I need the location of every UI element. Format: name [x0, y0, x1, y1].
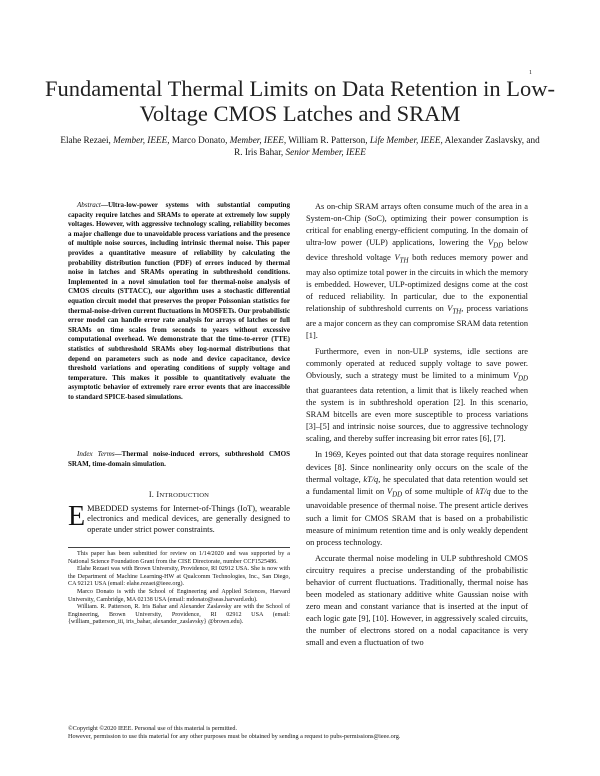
author-list: Elahe Rezaei, Member, IEEE, Marco Donato, Member, IEEE, William R. Patterson, Life Member, IEEE, Alexander Zaslavsky, and R. Iris Bahar, Senior Member, IEEE	[60, 135, 540, 157]
right-column	[306, 201, 528, 650]
abstract-lead: Abstract	[77, 201, 101, 209]
footnotes	[68, 551, 290, 627]
drop-cap: E	[68, 501, 86, 532]
footnote: Elahe Rezaei was with Brown University, Providence, RI 02912 USA. She is now with the Department of Machine Learning-HW at Qualcomm Technologies, Inc., San Diego, CA 92121 USA (email: elahe.rezaei@ieee.org).	[68, 566, 290, 588]
introduction-text: MBEDDED systems for Internet-of-Things (IoT), wearable electronics and medical devices, are generally designed to operate under strict power constraints.	[87, 504, 290, 534]
footnote: William. R. Patterson, R. Iris Bahar and Alexander Zaslavsky are with the School of Engineering, Brown University, Providence, RI 02912 USA (email: {william_patterson_iii, iris_bahar, alexander_zaslavsky} @brown.edu).	[68, 604, 290, 626]
paper-title: Fundamental Thermal Limits on Data Retention in Low-Voltage CMOS Latches and SRAM	[44, 76, 556, 126]
index-terms	[68, 450, 290, 469]
body-paragraph: As on-chip SRAM arrays often consume much of the area in a System-on-Chip (SoC), optimizing their power consumption is critical for enabling energy-efficient computing. In the domain of ultra-low power (ULP) applications, lowering the $V_{DD}$ below device threshold voltage $V_{TH}$ both reduces memory power and may also optimize total power in the circuits in which the memory is embedded. However, ULP-optimized designs come at the cost of reduced reliability. In particular, due to the exponential relationship of subthreshold currents on $V_{TH}$, process variations are a major concern as they can compromise SRAM data retention [1].	[306, 202, 528, 340]
index-terms-lead: Index Terms	[77, 450, 115, 458]
body-paragraph: Furthermore, even in non-ULP systems, idle sections are commonly operated at reduced supply voltage to save power. Obviously, such a strategy must be limited to a minimum $V_{DD}$ that guarantees data retention, a limit that is likely reached when the system is in subthreshold operation [2]. In this scenario, SRAM bitcells are even more susceptible to process variations [3]–[5] and intrinsic noise sources, due to aggressive technology scaling, and thereby suffer increasing bit error rates [6], [7].	[306, 347, 528, 444]
page-number: 1	[529, 70, 532, 76]
copyright-line: ©Copyright ©2020 IEEE. Personal use of this material is permitted.	[68, 725, 238, 732]
index-terms-text: —Thermal noise-induced errors, subthreshold CMOS SRAM, time-domain simulation.	[68, 450, 290, 468]
permission-line: However, permission to use this material for any other purposes must be obtained by sending a request to pubs-permissions@ieee.org.	[68, 732, 401, 740]
section-heading-introduction: I. INTRODUCTION	[148, 490, 210, 499]
abstract	[68, 201, 290, 402]
footnote: This paper has been submitted for review on 1/14/2020 and was supported by a National Science Foundation Grant from the CISE Directorate, number CCF1525486.	[68, 551, 290, 565]
footnote-rule	[68, 547, 290, 548]
footnote: Marco Donato is with the School of Engineering and Applied Sciences, Harvard University, Cambridge, MA 02138 USA (email: mdonato@seas.harvard.edu).	[68, 588, 290, 603]
body-paragraph: In 1969, Keyes pointed out that data storage requires nonlinear devices [8]. Since nonlinearity only occurs on the scale of the thermal voltage, kT/q, he speculated that data retention would set a fundamental limit on $V_{DD}$ of some multiple of kT/q due to the unavoidable presence of thermal noise. The present article derives such a limit for CMOS SRAM that is based on a probabilistic measure of minimum retention time and is only weakly dependent on process technology.	[306, 450, 528, 547]
body-paragraph: Accurate thermal noise modeling in ULP subthreshold CMOS circuitry requires a precise understanding of the probabilistic behavior of current fluctuations. Traditionally, thermal noise has been modeled as stationary additive white Gaussian noise with zero mean and constant variance that is inserted at the input of each logic gate [9], [10]. However, in aggressively scaled circuits, the number of electrons stored on a nodal capacitance is very small and even a fluctuation of two	[306, 553, 528, 648]
abstract-text: —Ultra-low-power systems with substantial computing capacity require latches and SRAMs to operate at extremely low supply voltages. However, with aggressive technology scaling, reliability becomes a major challenge due to unavoidable process variations and the presence of multiple noise sources, including intrinsic thermal noise. This paper provides a quantitative measure of reliability by calculating the probability distribution function (PDF) of errors induced by thermal noise in latches and SRAMs operating in subthreshold conditions. Implemented in a novel simulation tool for thermal-noise analysis of CMOS circuits (STTACC), our algorithm uses a stochastic differential equation circuit model that preserves the proper Poissonian statistics for thermal-noise-driven current fluctuations in MOSFETs. Our probabilistic error model can handle error rate analysis for arrays of latches or full SRAMs on time scales from seconds to years without excessive computational overhead. We demonstrate that the time-to-error (TTE) statistics of subthreshold SRAMs obey log-normal distributions that depend on parameters such as node and device capacitance, device threshold variations and operating conditions of supply voltage and temperature. This makes it possible to quantitatively evaluate the asymptotic behavior of extremely rare error events that are inaccessible to standard SPICE-based simulations.	[68, 201, 290, 401]
copyright-notice	[68, 725, 538, 740]
introduction-paragraph	[68, 501, 290, 535]
